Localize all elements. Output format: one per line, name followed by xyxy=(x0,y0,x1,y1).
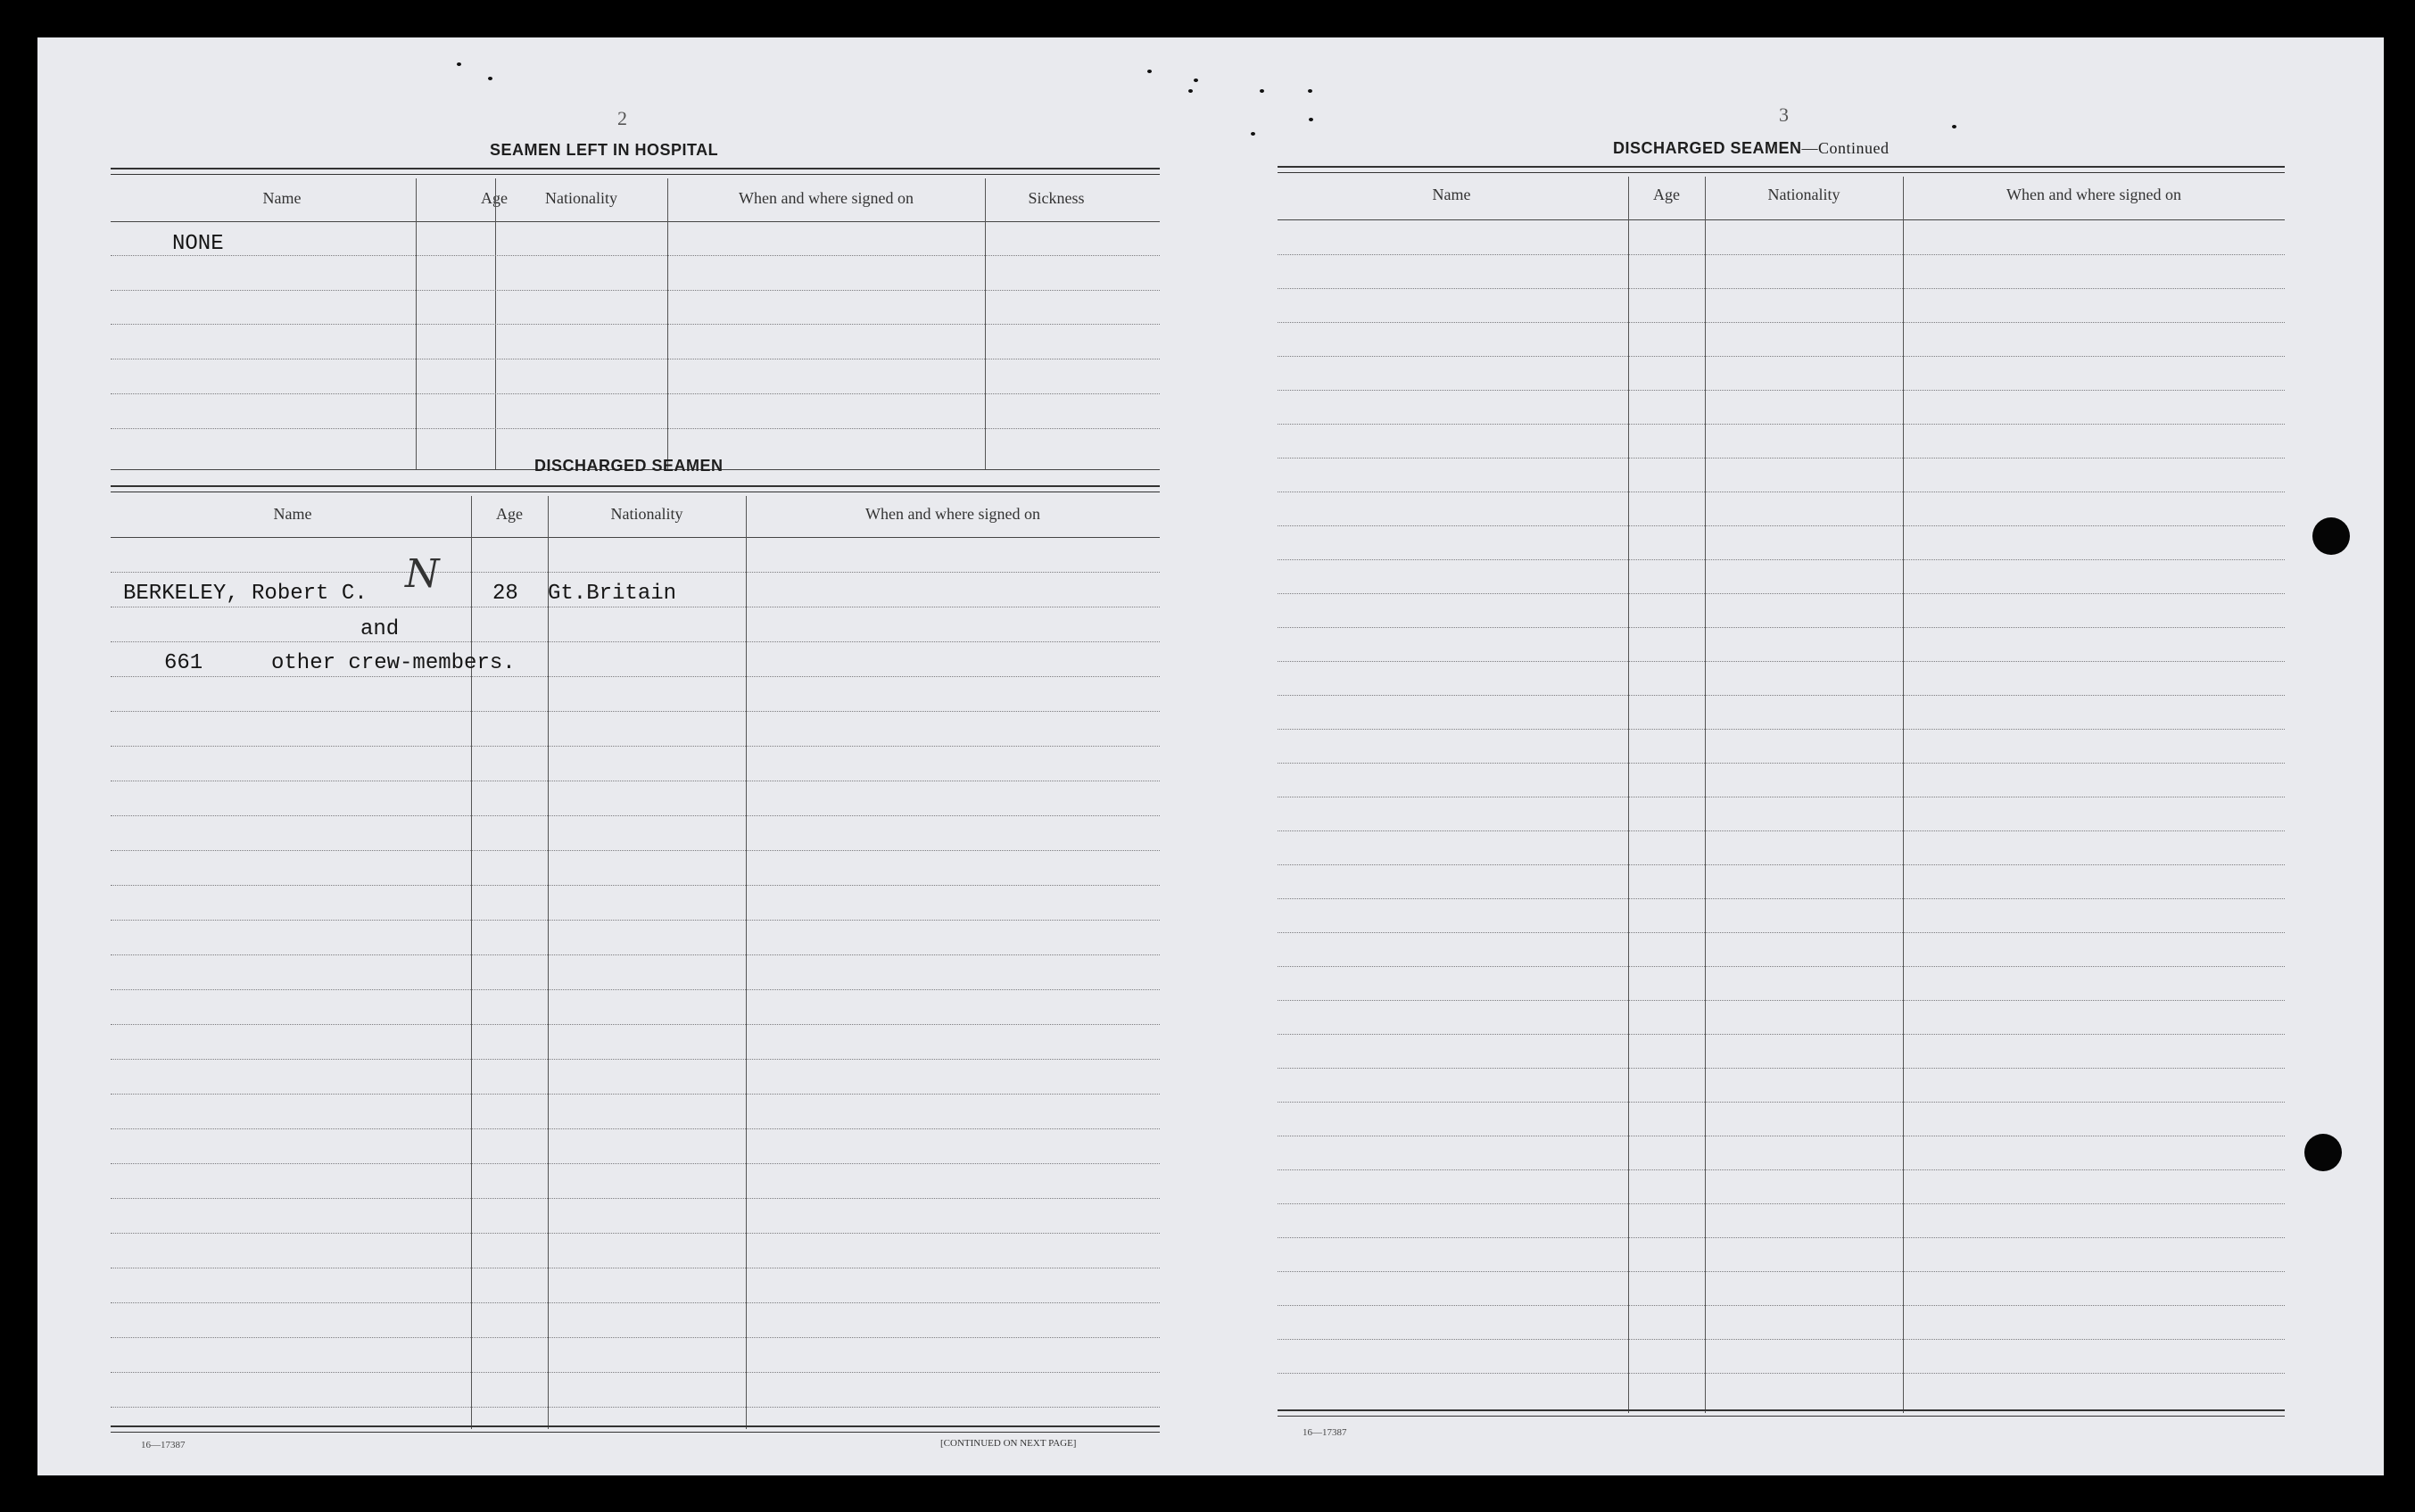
table-row-line xyxy=(1278,559,2285,560)
form-code: 16—17387 xyxy=(141,1440,186,1450)
right-page xyxy=(1211,37,2384,1475)
table-row-line xyxy=(111,428,1160,429)
discharged-top-rule xyxy=(111,485,1160,492)
table-row-line xyxy=(1278,390,2285,391)
table-row-line xyxy=(1278,830,2285,831)
punch-hole xyxy=(2304,1134,2342,1171)
table-row-line xyxy=(111,920,1160,921)
hospital-col-name: Name xyxy=(262,189,302,207)
table-row-line xyxy=(1278,1169,2285,1170)
table-row-line xyxy=(1278,1373,2285,1374)
page-number: 2 xyxy=(617,107,627,129)
discharged-section-title: DISCHARGED SEAMEN xyxy=(534,457,724,475)
ink-speck xyxy=(457,62,461,66)
table-row-line xyxy=(111,1198,1160,1199)
table-row-line xyxy=(111,393,1160,394)
right-col-name: Name xyxy=(1432,186,1471,203)
entry-continuation: other crew-members. xyxy=(271,651,516,675)
discharged-col-nationality: Nationality xyxy=(610,505,683,523)
table-row-line xyxy=(111,954,1160,955)
table-row-line xyxy=(1278,424,2285,425)
table-row-line xyxy=(1278,763,2285,764)
table-row-line xyxy=(111,1302,1160,1303)
page-number: 3 xyxy=(1779,103,1789,126)
table-row-line xyxy=(111,850,1160,851)
ink-speck xyxy=(1952,125,1956,128)
ink-speck xyxy=(1251,132,1255,136)
hospital-col-nationality: Nationality xyxy=(545,189,617,207)
table-row-line xyxy=(1278,864,2285,865)
ink-speck xyxy=(1147,70,1152,73)
hospital-col-age: Age xyxy=(481,189,508,207)
table-row-line xyxy=(111,989,1160,990)
table-row-line xyxy=(1278,593,2285,594)
table-row-line xyxy=(1278,1000,2285,1001)
hospital-col-sickness: Sickness xyxy=(1028,189,1085,207)
right-col-nationality: Nationality xyxy=(1767,186,1840,203)
discharged-col-age: Age xyxy=(496,505,523,523)
punch-hole xyxy=(2312,517,2350,555)
ink-speck xyxy=(1194,78,1198,82)
discharged-col-signed-on: When and where signed on xyxy=(865,505,1040,523)
table-row-line xyxy=(111,1163,1160,1164)
right-col-age: Age xyxy=(1653,186,1680,203)
table-row-line xyxy=(111,1059,1160,1060)
table-row-line xyxy=(111,1024,1160,1025)
table-row-line xyxy=(1278,1068,2285,1069)
table-row-line xyxy=(111,885,1160,886)
table-row-line xyxy=(111,815,1160,816)
table-row-line xyxy=(111,1128,1160,1129)
table-row-line xyxy=(111,1407,1160,1408)
table-row-line xyxy=(1278,1203,2285,1204)
continued-note: [CONTINUED ON NEXT PAGE] xyxy=(940,1438,1077,1449)
form-code: 16—17387 xyxy=(1303,1427,1347,1438)
ink-speck xyxy=(1188,89,1193,93)
right-rows xyxy=(1278,219,2285,1413)
title-main: DISCHARGED SEAMEN xyxy=(1613,139,1802,157)
table-row-line xyxy=(1278,356,2285,357)
table-row-line xyxy=(111,641,1160,642)
table-row-line xyxy=(111,746,1160,747)
hospital-top-rule xyxy=(111,168,1160,175)
table-row-line xyxy=(1278,1339,2285,1340)
table-row-line xyxy=(1278,458,2285,459)
title-suffix: —Continued xyxy=(1801,139,1890,157)
table-row-line xyxy=(1278,254,2285,255)
hospital-entry-name: NONE xyxy=(172,232,224,256)
table-row-line xyxy=(1278,695,2285,696)
discharged-bottom-rule xyxy=(111,1425,1160,1433)
table-row-line xyxy=(1278,1034,2285,1035)
hospital-rows xyxy=(111,221,1160,469)
seaman-age: 28 xyxy=(492,582,518,606)
discharged-rows xyxy=(111,537,1160,1429)
left-page xyxy=(37,37,1211,1475)
handwritten-mark: N xyxy=(405,551,440,597)
document-sheet xyxy=(37,37,2384,1475)
table-row-line xyxy=(1278,1102,2285,1103)
table-row-line xyxy=(111,324,1160,325)
table-row-line xyxy=(1278,661,2285,662)
seaman-nationality: Gt.Britain xyxy=(548,582,677,606)
right-col-signed-on: When and where signed on xyxy=(2006,186,2181,203)
ink-speck xyxy=(1260,89,1264,93)
table-row-line xyxy=(111,572,1160,573)
table-row-line xyxy=(111,1337,1160,1338)
table-row-line xyxy=(1278,1305,2285,1306)
right-bottom-rule xyxy=(1278,1409,2285,1417)
hospital-col-signed-on: When and where signed on xyxy=(739,189,914,207)
ink-speck xyxy=(1308,89,1312,93)
table-row-line xyxy=(111,290,1160,291)
table-row-line xyxy=(1278,898,2285,899)
table-row-line xyxy=(1278,729,2285,730)
table-row-line xyxy=(1278,932,2285,933)
seaman-name: BERKELEY, Robert C. xyxy=(123,582,368,606)
discharged-continued-title xyxy=(1613,139,1890,158)
table-row-line xyxy=(1278,966,2285,967)
table-row-line xyxy=(111,676,1160,677)
entry-continuation: and xyxy=(360,617,400,641)
ink-speck xyxy=(1309,118,1313,121)
table-row-line xyxy=(111,255,1160,256)
table-row-line xyxy=(111,1372,1160,1373)
table-row-line xyxy=(1278,525,2285,526)
discharged-col-name: Name xyxy=(273,505,312,523)
table-row-line xyxy=(1278,288,2285,289)
table-row-line xyxy=(1278,1237,2285,1238)
table-row-line xyxy=(1278,1271,2285,1272)
table-row-line xyxy=(111,711,1160,712)
crew-count: 661 xyxy=(164,651,203,675)
hospital-section-title: SEAMEN LEFT IN HOSPITAL xyxy=(490,141,719,159)
table-row-line xyxy=(111,1233,1160,1234)
right-top-rule xyxy=(1278,166,2285,173)
table-row-line xyxy=(1278,627,2285,628)
table-row-line xyxy=(111,1094,1160,1095)
ink-speck xyxy=(488,77,492,80)
table-row-line xyxy=(1278,322,2285,323)
